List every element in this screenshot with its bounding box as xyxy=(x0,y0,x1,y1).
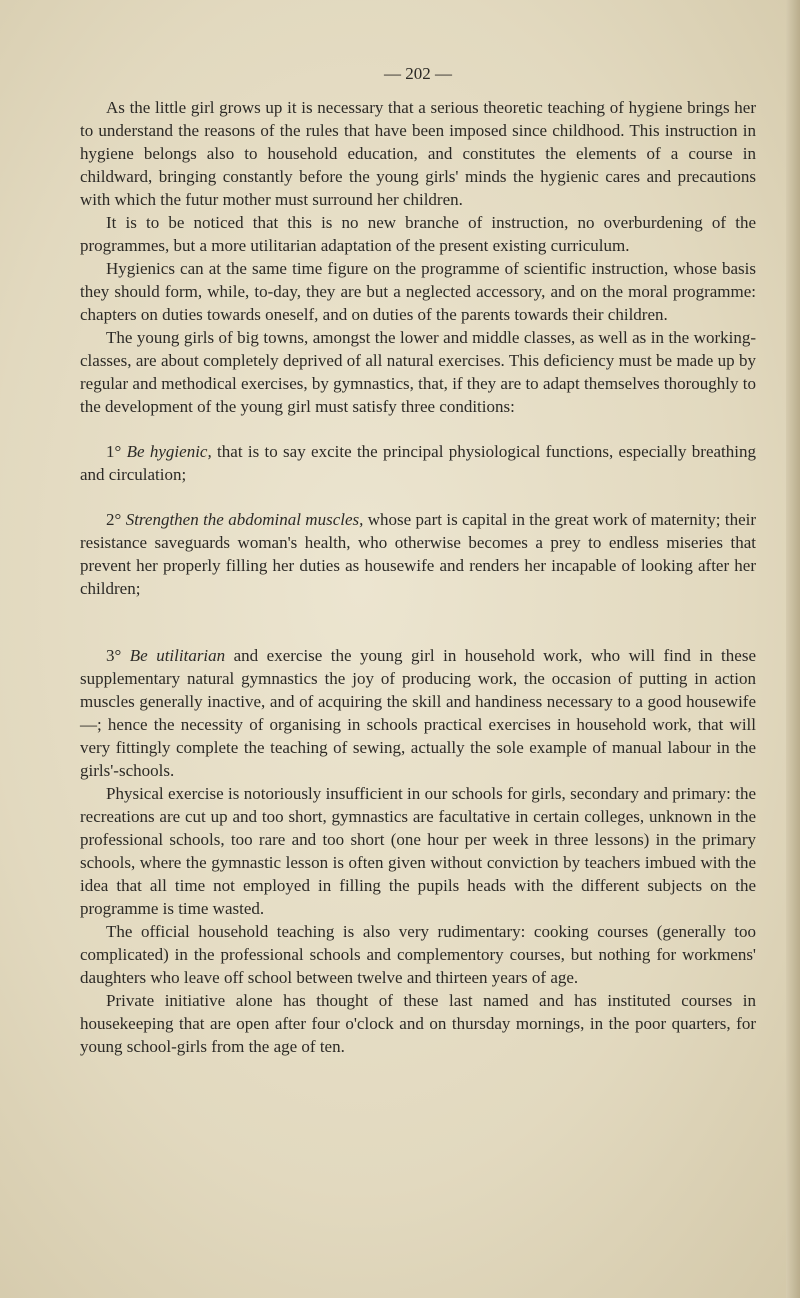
list-item-number: 2° xyxy=(106,510,122,529)
paragraph-private-initiative: Private initiative alone has thought of these last named and has instituted courses in housekeeping that are open after four o'clock and on thursday mornings, in the poor quarters, for young school-girls from the age of ten. xyxy=(80,991,756,1056)
page-edge-shadow xyxy=(786,0,800,1298)
paragraph-hygiene-teaching: As the little girl grows up it is necessary that a serious theoretic teaching of hygiene brings her to understand the reasons of the rules that have been imposed since childhood. This instruction in hygiene belongs also to household education, and constitutes the elements of a course in childward, bringing constantly before the young girls' minds the hygienic cares and precautions with which the futur mother must surround her children. xyxy=(80,98,756,209)
list-item-text: that is to say excite the principal physiological functions, especially breathing and circulation; xyxy=(80,442,757,484)
list-item-text: whose part is capital in the great work of maternity; their resistance saveguards woman's health, who otherwise becomes a prey to endless miseries that prevent her properly filling her duties as housewife and renders her incapable of looking after her children; xyxy=(80,510,756,598)
paragraph-official-household: The official household teaching is also very rudimentary: cooking courses (generally too complicated) in the professional schools and complementory courses, but nothing for workmens' daughters who leave off school between twelve and thirteen years of age. xyxy=(80,922,756,987)
paragraph-no-new-branch: It is to be noticed that this is no new branche of instruction, no overburdening of the programmes, but a more utilitarian adaptation of the present existing curriculum. xyxy=(80,213,756,255)
list-item-text: and exercise the young girl in household work, who will find in these supplementary natural gymnastics the joy of producing work, the occasion of putting in action muscles generally inactive, and of acquiring the skill and handiness necessary to a good housewife —; hence the necessity of organising in schools practical exercises in household work, that will very fittingly complete the teaching of sewing, actually the sole example of manual labour in the girls'-schools. xyxy=(80,646,756,780)
list-item-emphasis: Be hygienic, xyxy=(126,442,212,461)
list-item-number: 1° xyxy=(106,442,122,461)
page-number: — 202 — xyxy=(384,64,452,83)
list-item-utilitarian xyxy=(80,644,756,782)
paragraph-hygienics-programme: Hygienics can at the same time figure on the programme of scientific instruction, whose basis they should form, while, to-day, they are but a neglected accessory, and on the moral programme: chapters on duties towards oneself, and on duties of the parents towards their children. xyxy=(80,259,756,324)
paragraph-physical-exercise: Physical exercise is notoriously insufficient in our schools for girls, secondary and primary: the recreations are cut up and too short, gymnastics are facultative in certain colleges, unknown in the professional schools, too rare and too short (one hour per week in three lessons) in the primary schools, where the gymnastic lesson is often given without conviction by teachers imbued with the idea that all time not employed in filling the pupils heads with the different subjects on the programme is time wasted. xyxy=(80,784,756,918)
page-text-block xyxy=(80,62,756,1058)
list-item-emphasis: Be utilitarian xyxy=(129,646,226,665)
list-item-strengthen xyxy=(80,508,756,600)
list-item-number: 3° xyxy=(106,646,122,665)
paragraph-young-girls-exercise: The young girls of big towns, amongst the lower and middle classes, as well as in the working-classes, are about completely deprived of all natural exercises. This deficiency must be made up by regular and methodical exercises, by gymnastics, that, if they are to adapt themselves thoroughly to the development of the young girl must satisfy three conditions: xyxy=(80,328,756,416)
list-item-emphasis: Strengthen the abdominal muscles, xyxy=(125,510,364,529)
list-item-hygienic xyxy=(80,440,756,486)
